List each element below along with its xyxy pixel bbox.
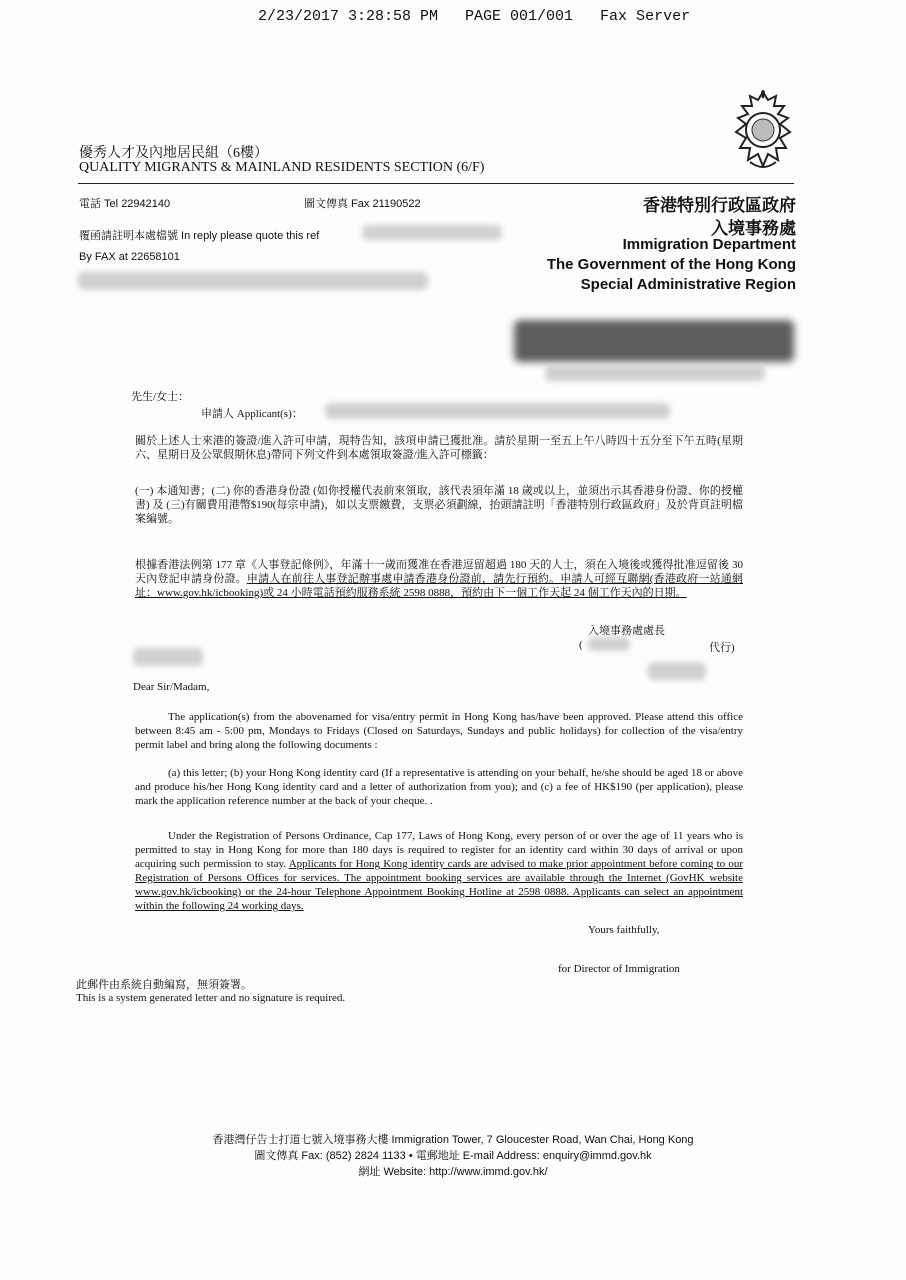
en-paragraph-3 [135, 829, 743, 913]
fax-number: 21190522 [372, 198, 421, 210]
section-title-en: QUALITY MIGRANTS & MAINLAND RESIDENTS SECTION (6/F) [79, 160, 485, 175]
tel-label: 電話 Tel [79, 198, 119, 210]
tel-number: 22942140 [121, 198, 171, 210]
zh-salutation: 先生/女士： [131, 391, 190, 403]
en-paragraph-3-underlined: Applicants for Hong Kong identity cards are advised to make prior appointment before coming to our Registration of Persons Offices for services. The appointment booking services are available through the Internet (GovHK website www.gov.hk/icbooking) or the 24-hour Telephone Appointment Booking Hotline at 2598 0888. Applicants can select an appointment within the following 24 working days. [135, 858, 743, 912]
footer-contact: 圖文傳真 Fax: (852) 2824 1133 • 電郵地址 E-mail Address: enquiry@immd.gov.hk [254, 1150, 652, 1162]
redacted-reference [362, 225, 502, 240]
department-name-en: Immigration Department [622, 236, 796, 253]
zh-paragraph-2: (一) 本通知書；(二) 你的香港身份證 (如你授權代表前來領取，該代表須年滿 18 歲或以上，並須出示其香港身份證、你的授權書) 及 (三)有關費用港幣$190(每宗申請)，如以支票繳費，支票必須劃線，抬頭請註明「香港特別行政區政府」及於背頁註明檔案編號。 [135, 485, 743, 525]
gov-name-en-line2: Special Administrative Region [580, 276, 796, 293]
footer-website: 網址 Website: http://www.immd.gov.hk/ [358, 1166, 548, 1178]
en-paragraph-3-text: Under the Registration of Persons Ordinance, Cap 177, Laws of Hong Kong, every person of or over the age of 11 years who is permitted to stay in Hong Kong for more than 180 days is required to register for an identity card within 30 days of arrival or upon acquiring such permission to stay. [135, 830, 743, 870]
en-salutation: Dear Sir/Madam, [133, 681, 210, 693]
section-title-zh: 優秀人才及內地居民組（6樓） [79, 146, 268, 161]
zh-paragraph-3 [135, 558, 743, 600]
redacted-date-left [133, 648, 203, 666]
closing-line: Yours faithfully, [588, 924, 660, 936]
system-note-zh: 此郵件由系統自動編寫，無須簽署。 [76, 979, 252, 991]
redacted-signatory-name [588, 637, 630, 651]
fax-label: 圖文傳真 Fax [304, 198, 370, 210]
footer-address: 香港灣仔告士打道七號入境事務大樓 Immigration Tower, 7 Gloucester Road, Wan Chai, Hong Kong [212, 1134, 694, 1146]
redacted-barcode-text [545, 365, 765, 381]
zh-paragraph-3-text: 根據香港法例第 177 章《人事登記條例》，年滿十一歲而獲准在香港逗留超過 180 天的人士，須在入境後或獲得批准逗留後 30 天內登記申請身份證。 [135, 559, 743, 585]
signoff-line: for Director of Immigration [558, 963, 680, 975]
gov-name-zh: 香港特別行政區政府 [643, 196, 796, 215]
zh-sign-close: 代行) [709, 642, 735, 654]
fax-header: 2/23/2017 3:28:58 PM PAGE 001/001 Fax Server [258, 8, 691, 25]
zh-applicant-label: 申請人 Applicant(s)： [201, 408, 303, 420]
zh-sign-title: 入境事務處處長 [588, 625, 665, 637]
redacted-date-right [648, 662, 706, 680]
police-badge-emblem-icon [728, 90, 798, 174]
en-paragraph-1: The application(s) from the abovenamed for visa/entry permit in Hong Kong has/have been approved. Please attend this office between 8:45 am - 5:00 pm, Mondays to Fridays (Closed on Saturdays, Sundays and public holidays) for collection of the visa/entry permit label and bring along the following documents : [135, 711, 743, 751]
zh-paragraph-3-underlined: 申請人在前往人事登記辦事處申請香港身份證前，請先行預約。申請人可經互聯網(香港政府一站通網址：www.gov.hk/icbooking)或 24 小時電話預約服務系統 2598 0888，預約由下一個工作天起 24 個工作天內的日期。 [135, 573, 743, 599]
zh-sign-open: ( [579, 639, 583, 651]
en-paragraph-2: (a) this letter; (b) your Hong Kong identity card (If a representative is attending on your behalf, he/she should be aged 18 or above and produce his/her Hong Kong identity card and a letter of authorization from you); and (c) a fee of HK$190 (per application), please mark the application reference number at the back of your cheque. . [135, 767, 743, 807]
gov-name-en-line1: The Government of the Hong Kong [546, 256, 796, 273]
redacted-applicant-name [325, 403, 670, 419]
reference-label: 覆函請註明本處檔號 In reply please quote this ref [79, 230, 320, 242]
department-name-zh: 入境事務處 [711, 219, 796, 238]
fax-line [304, 195, 421, 211]
system-note-en: This is a system generated letter and no signature is required. [76, 992, 346, 1004]
redacted-recipient [78, 272, 428, 290]
by-fax-line: By FAX at 22658101 [79, 251, 180, 263]
header-divider [78, 183, 794, 184]
tel-line [79, 195, 170, 211]
redacted-barcode [514, 320, 794, 362]
zh-paragraph-1: 關於上述人士來港的簽證/進入許可申請，現特告知，該項申請已獲批准。請於星期一至五上午八時四十五分至下午五時(星期六、星期日及公眾假期休息)帶同下列文件到本處領取簽證/進入許可標籤： [135, 435, 743, 461]
